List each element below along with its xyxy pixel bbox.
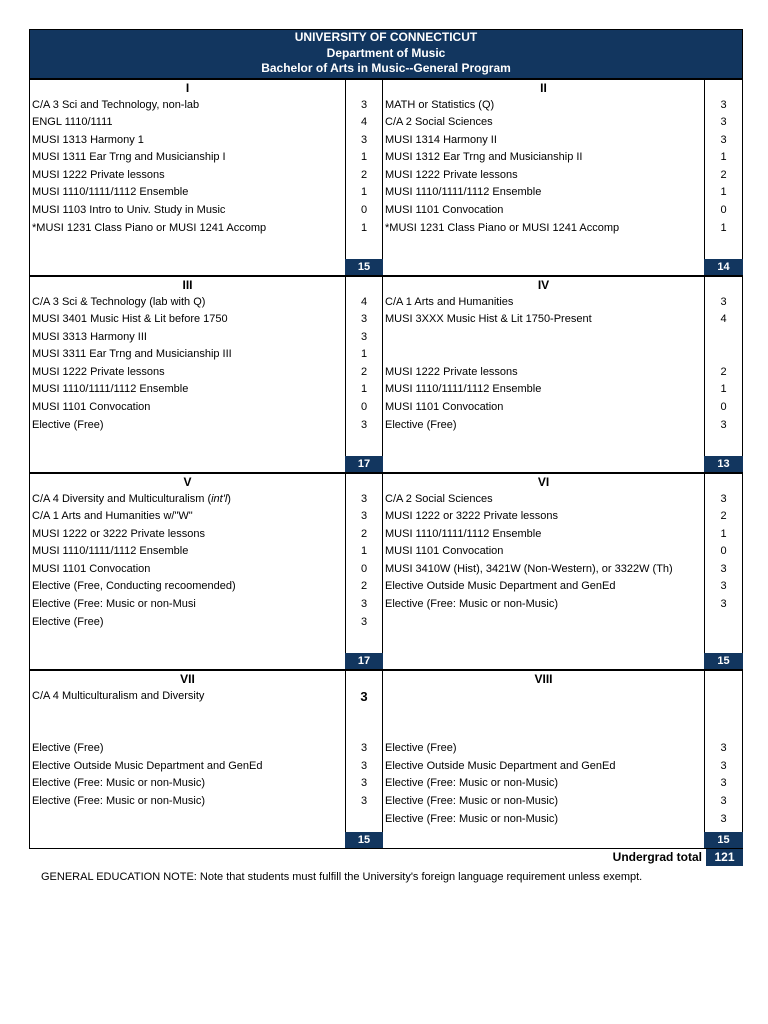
credit-value [705, 614, 742, 632]
credit-value: 0 [720, 401, 727, 414]
credit-value: 3 [720, 562, 727, 575]
credit-value: 3 [360, 418, 368, 431]
grand-total-value: 121 [706, 849, 743, 866]
course-row [30, 434, 345, 452]
credit-value: 3 [720, 295, 727, 308]
course-row [30, 828, 345, 846]
sheet-header [29, 29, 743, 79]
credit-value: 0 [720, 204, 727, 217]
course-row [30, 237, 345, 255]
credit-value: 3 [360, 742, 368, 755]
course-row: Elective (Free: Music or non-Music) [385, 598, 558, 611]
credit-value: 0 [360, 401, 368, 414]
term-title: VIII [534, 671, 553, 686]
course-row [383, 434, 704, 452]
course-row [30, 705, 345, 723]
course-row: Elective Outside Music Department and GenEd [385, 580, 616, 593]
course-row: MUSI 1110/1111/1112 Ensemble [32, 545, 189, 558]
term-credits-column [346, 276, 383, 472]
course-row: *MUSI 1231 Class Piano or MUSI 1241 Accomp [32, 221, 267, 234]
term-title: VI [537, 474, 550, 489]
credit-value: 4 [360, 116, 368, 129]
credit-value: 1 [720, 527, 727, 540]
term-block-row [29, 670, 743, 849]
credit-value: 3 [720, 777, 727, 790]
course-row: MUSI 1311 Ear Trng and Musicianship I [32, 151, 226, 164]
credit-value: 3 [720, 812, 727, 825]
term-total: 15 [704, 832, 743, 848]
course-row: MUSI 1101 Convocation [385, 545, 504, 558]
course-row: MUSI 1222 Private lessons [32, 168, 165, 181]
department-name: Department of Music [326, 45, 446, 60]
credit-value: 2 [720, 510, 727, 523]
course-row: MUSI 1313 Harmony 1 [32, 133, 144, 146]
course-row [383, 688, 704, 706]
term-title: IV [537, 277, 550, 292]
course-row: C/A 3 Sci & Technology (lab with Q) [32, 295, 206, 308]
curriculum-sheet [29, 29, 743, 867]
course-row: Elective (Free: Music or non-Musi [32, 598, 196, 611]
course-row [383, 705, 704, 723]
credit-value: 3 [720, 116, 727, 129]
term-courses-column [383, 79, 705, 275]
course-row: MUSI 1110/1111/1112 Ensemble [385, 186, 542, 199]
credit-value: 3 [360, 133, 368, 146]
course-row: Elective Outside Music Department and GenEd [32, 759, 263, 772]
term-courses-column [30, 670, 346, 848]
course-row: MUSI 1222 Private lessons [385, 365, 518, 378]
course-row [383, 255, 704, 273]
course-row: MUSI 3XXX Music Hist & Lit 1750-Present [385, 313, 592, 326]
credit-value: 2 [720, 365, 727, 378]
credit-value: 3 [720, 580, 727, 593]
course-row: MUSI 1101 Convocation [32, 401, 151, 414]
term-total: 15 [345, 259, 383, 275]
course-row [30, 649, 345, 667]
credit-value: 3 [360, 510, 368, 523]
credit-value: 3 [360, 759, 368, 772]
grand-total-row [29, 849, 743, 867]
course-row [30, 631, 345, 649]
credit-value: 3 [720, 759, 727, 772]
credit-value [705, 723, 742, 741]
term-total: 17 [345, 653, 383, 669]
term-courses-column [30, 79, 346, 275]
course-row: C/A 3 Sci and Technology, non-lab [32, 98, 200, 111]
course-row: Elective (Free: Music or non-Music) [385, 812, 558, 825]
term-total: 15 [704, 653, 743, 669]
course-row [383, 828, 704, 846]
course-row: Elective (Free: Music or non-Music) [385, 795, 558, 808]
credit-value [346, 723, 382, 741]
course-row: MUSI 1222 Private lessons [385, 168, 518, 181]
credit-value: 3 [360, 795, 368, 808]
credit-value [346, 811, 382, 829]
term-credits-column [705, 473, 742, 669]
course-row [383, 346, 704, 364]
credit-value: 1 [720, 221, 727, 234]
course-row: MUSI 1101 Convocation [385, 204, 504, 217]
credit-value [705, 705, 742, 723]
credit-value: 1 [360, 151, 368, 164]
credit-value: 3 [360, 98, 368, 111]
credit-value: 3 [720, 492, 727, 505]
credit-value: 3 [360, 615, 368, 628]
credit-value: 2 [360, 580, 368, 593]
credit-value: 3 [360, 330, 368, 343]
course-row [30, 811, 345, 829]
term-courses-column [383, 276, 705, 472]
credit-value: 3 [720, 795, 727, 808]
course-row: MUSI 3311 Ear Trng and Musicianship III [32, 348, 232, 361]
credit-value: 2 [720, 168, 727, 181]
term-total: 14 [704, 259, 743, 275]
credit-value [346, 631, 382, 649]
credit-value: 3 [720, 742, 727, 755]
course-row: MUSI 3401 Music Hist & Lit before 1750 [32, 313, 228, 326]
credit-value: 0 [720, 545, 727, 558]
term-block-row [29, 276, 743, 473]
credit-value: 4 [720, 313, 727, 326]
credit-value [346, 434, 382, 452]
credit-value: 3 [360, 777, 368, 790]
credit-value: 3 [720, 418, 727, 431]
credit-value: 1 [720, 383, 727, 396]
course-row: ENGL 1110/1111 [32, 116, 113, 129]
course-row: Elective (Free) [385, 742, 457, 755]
term-total: 15 [345, 832, 383, 848]
term-courses-column [30, 473, 346, 669]
term-credits-column [705, 670, 742, 848]
credit-value [705, 329, 742, 347]
term-title: II [540, 80, 547, 95]
term-total: 13 [704, 456, 743, 472]
course-row: C/A 2 Social Sciences [385, 116, 493, 129]
course-row: Elective (Free: Music or non-Music) [385, 777, 558, 790]
term-title: I [185, 80, 190, 95]
credit-value: 3 [360, 313, 368, 326]
credit-value [705, 631, 742, 649]
credit-value: 3 [720, 133, 727, 146]
course-row: MUSI 1110/1111/1112 Ensemble [385, 383, 542, 396]
course-row [383, 631, 704, 649]
course-row: MUSI 1101 Convocation [385, 401, 504, 414]
course-row: MUSI 1222 Private lessons [32, 365, 165, 378]
credit-value: 3 [360, 688, 368, 704]
credit-value [705, 346, 742, 364]
course-row [30, 255, 345, 273]
course-row: MUSI 1312 Ear Trng and Musicianship II [385, 151, 583, 164]
credit-value: 1 [360, 348, 368, 361]
term-credits-column [346, 670, 383, 848]
credit-value: 3 [720, 98, 727, 111]
course-row: MUSI 1222 or 3222 Private lessons [32, 527, 206, 540]
credit-value: 2 [360, 365, 368, 378]
credit-value: 0 [360, 204, 368, 217]
course-row: MUSI 1110/1111/1112 Ensemble [32, 383, 189, 396]
course-row [383, 237, 704, 255]
course-row: Elective (Free) [385, 418, 457, 431]
course-row: MUSI 1110/1111/1112 Ensemble [385, 527, 542, 540]
course-row: Elective Outside Music Department and GenEd [385, 759, 616, 772]
course-row: MUSI 1314 Harmony II [385, 133, 497, 146]
term-credits-column [346, 473, 383, 669]
course-row: Elective (Free: Music or non-Music) [32, 795, 205, 808]
course-row: C/A 4 Multiculturalism and Diversity [32, 689, 205, 702]
term-block-row [29, 79, 743, 276]
course-row: Elective (Free) [32, 418, 104, 431]
course-row: MATH or Statistics (Q) [385, 98, 495, 111]
credit-value [705, 434, 742, 452]
grand-total-label: Undergrad total [612, 849, 702, 864]
term-title: III [182, 277, 193, 292]
term-courses-column [383, 473, 705, 669]
term-total: 17 [345, 456, 383, 472]
course-row: Elective (Free) [32, 742, 104, 755]
program-name: Bachelor of Arts in Music--General Program [261, 61, 511, 75]
course-row [383, 723, 704, 741]
credit-value [705, 688, 742, 706]
credit-value: 2 [360, 527, 368, 540]
credit-value: 3 [720, 598, 727, 611]
term-blocks [29, 79, 743, 849]
course-row: C/A 2 Social Sciences [385, 492, 493, 505]
course-row: C/A 1 Arts and Humanities w/"W" [32, 510, 193, 523]
credit-value [346, 705, 382, 723]
course-row: MUSI 1101 Convocation [32, 562, 151, 575]
course-row: MUSI 1103 Intro to Univ. Study in Music [32, 204, 226, 217]
credit-value: 0 [360, 562, 368, 575]
course-row [383, 614, 704, 632]
course-row: MUSI 3313 Harmony III [32, 330, 147, 343]
credit-value: 1 [720, 186, 727, 199]
course-row: *MUSI 1231 Class Piano or MUSI 1241 Accomp [385, 221, 620, 234]
credit-value: 1 [360, 383, 368, 396]
term-block-row [29, 473, 743, 670]
course-row [383, 452, 704, 470]
term-credits-column [346, 79, 383, 275]
term-title: V [183, 474, 192, 489]
university-name: UNIVERSITY OF CONNECTICUT [294, 30, 478, 44]
course-row: Elective (Free, Conducting recoomended) [32, 580, 236, 593]
course-row [30, 452, 345, 470]
course-row [383, 329, 704, 347]
general-education-note: GENERAL EDUCATION NOTE: Note that students must fulfill the University's foreign language requirement unless exempt. [41, 871, 643, 883]
course-row: Elective (Free: Music or non-Music) [32, 777, 205, 790]
credit-value: 1 [720, 151, 727, 164]
credit-value [705, 237, 742, 255]
credit-value: 3 [360, 598, 368, 611]
term-courses-column [30, 276, 346, 472]
course-row: C/A 4 Diversity and Multiculturalism (int'l) [32, 492, 231, 505]
credit-value: 1 [360, 186, 368, 199]
term-credits-column [705, 276, 742, 472]
course-row: C/A 1 Arts and Humanities [385, 295, 514, 308]
course-row: MUSI 1222 or 3222 Private lessons [385, 510, 559, 523]
course-row: MUSI 3410W (Hist), 3421W (Non-Western), or 3322W (Th) [385, 562, 673, 575]
credit-value: 1 [360, 545, 368, 558]
course-row: Elective (Free) [32, 615, 104, 628]
term-title: VII [180, 671, 195, 686]
term-courses-column [383, 670, 705, 848]
credit-value: 2 [360, 168, 368, 181]
course-row [383, 649, 704, 667]
credit-value [346, 237, 382, 255]
credit-value: 4 [360, 295, 368, 308]
credit-value: 3 [360, 492, 368, 505]
term-credits-column [705, 79, 742, 275]
course-row [30, 723, 345, 741]
course-row: MUSI 1110/1111/1112 Ensemble [32, 186, 189, 199]
credit-value: 1 [360, 221, 368, 234]
